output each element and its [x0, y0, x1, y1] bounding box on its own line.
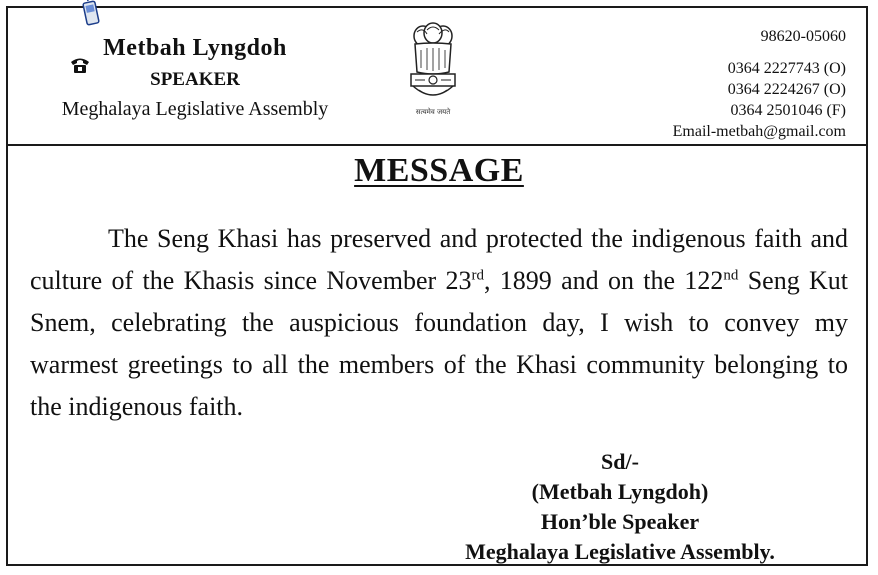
mobile-number: 98620-05060 — [760, 28, 846, 45]
signatory-organization: Meghalaya Legislative Assembly. — [465, 539, 775, 564]
ordinal-suffix-nd: nd — [723, 267, 739, 284]
signature-block — [420, 447, 820, 567]
header-divider — [6, 144, 868, 146]
sender-organization: Meghalaya Legislative Assembly — [61, 98, 329, 120]
mobile-phone-icon — [82, 0, 102, 26]
telephone-icon — [70, 56, 90, 74]
message-body — [30, 218, 848, 428]
signature-sd: Sd/- — [601, 449, 639, 474]
email-address: Email-metbah@gmail.com — [672, 123, 846, 140]
contact-block — [586, 26, 846, 142]
emblem-motto: सत्यमेव जयते — [415, 108, 451, 116]
fax-number: 0364 2501046 (F) — [730, 102, 846, 119]
message-text-part-2: , 1899 and on the 122 — [483, 266, 724, 295]
signatory-designation: Hon’ble Speaker — [540, 509, 700, 534]
sender-title: SPEAKER — [150, 69, 240, 90]
national-emblem-icon — [403, 22, 463, 122]
message-text-part-1: The Seng Khasi has preserved and protected the indigenous faith and culture of the Khasis since November 23 — [30, 224, 848, 295]
ordinal-suffix-rd: rd — [471, 267, 484, 284]
signatory-name: (Metbah Lyngdoh) — [531, 479, 709, 504]
phone-office-2: 0364 2224267 (O) — [727, 81, 846, 98]
phone-office-1: 0364 2227743 (O) — [727, 60, 846, 77]
message-heading: MESSAGE — [354, 152, 524, 189]
sender-block — [20, 30, 370, 124]
message-text-part-3: Seng Kut Snem, celebrating the auspicious foundation day, I wish to convey my warmest greetings to all the members of the Khasi community belonging to the indigenous faith. — [30, 266, 849, 421]
sender-name: Metbah Lyngdoh — [103, 35, 287, 61]
message-heading-wrap — [0, 152, 878, 190]
